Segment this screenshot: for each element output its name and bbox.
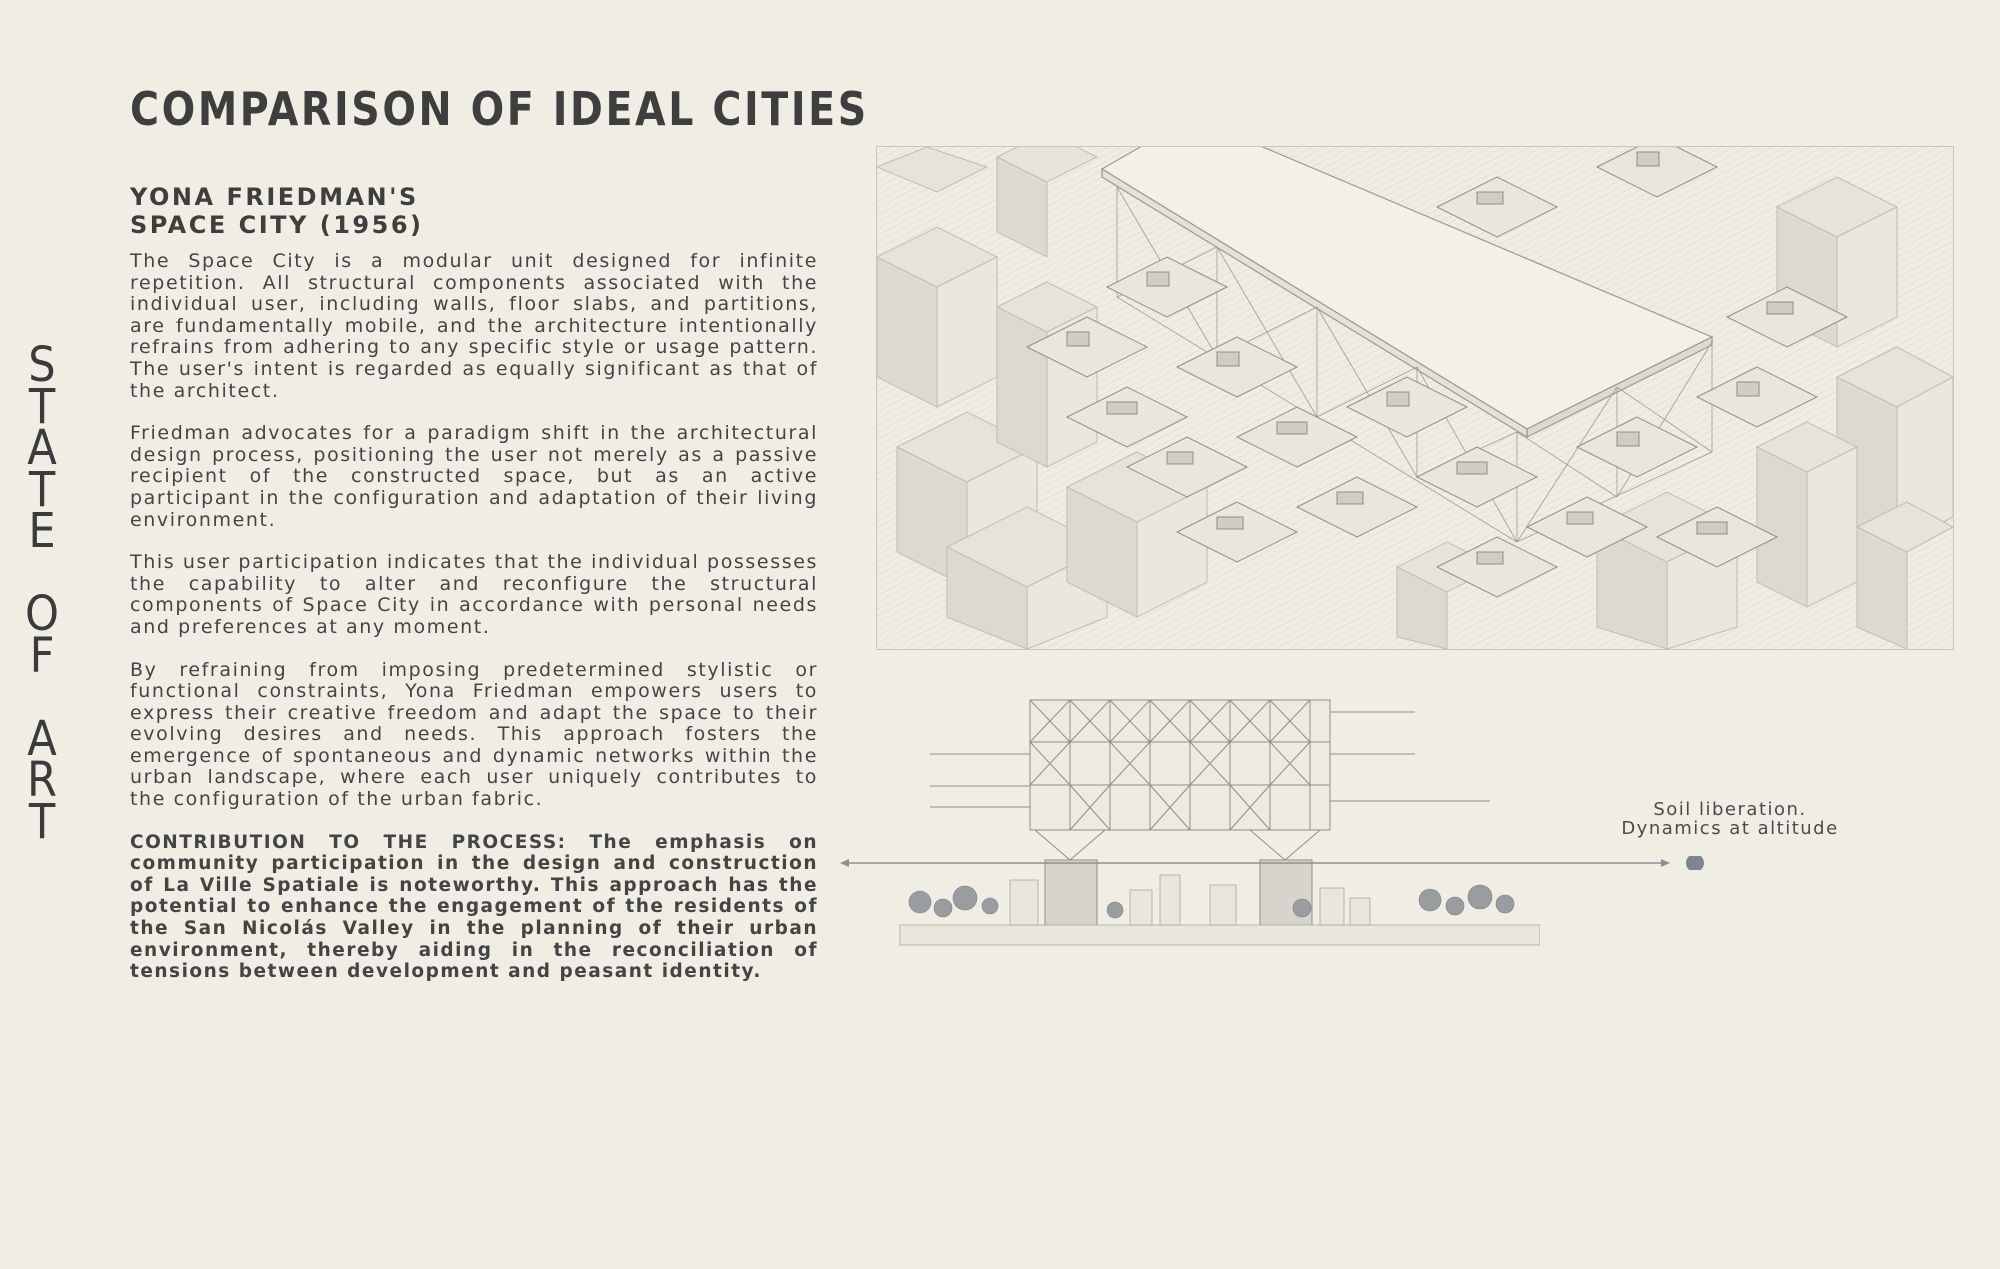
- side-label-letter: A: [27, 420, 57, 476]
- paragraph-1: The Space City is a modular unit designed for infinite repetition. All structural components associated with the individual user, including walls, floor slabs, and partitions, are fundamentally mobile, and the architecture intentionally refrains from adhering to any specific style or usage pattern. The user's intent is regarded as equally significant as that of the architect.: [130, 250, 818, 402]
- contribution-paragraph: CONTRIBUTION TO THE PROCESS: The emphasis on community participation in the design and construction of La Ville Spatiale is noteworthy. This approach has the potential to enhance the engagement of the residents of the San Nicolás Valley in the planning of their urban environment, thereby aiding in the reconciliation of tensions between development and peasant identity.: [130, 831, 818, 983]
- side-label-state-of-art: [24, 337, 60, 850]
- isometric-city-illustration: [877, 147, 1953, 649]
- side-label-letter: S: [28, 337, 56, 393]
- space-city-section-illustration: [840, 690, 1540, 950]
- side-label-letter: T: [28, 378, 56, 435]
- paragraph-2: Friedman advocates for a paradigm shift in the architectural design process, positioning the user not merely as a passive recipient of the constructed space, but as an active participant in the configuration and adaptation of their living environment.: [130, 422, 818, 531]
- side-label-letter: R: [27, 752, 57, 808]
- side-label-letter: E: [28, 503, 56, 559]
- subtitle-line-2: SPACE CITY (1956): [130, 211, 424, 239]
- section-caption: [1598, 800, 1862, 838]
- side-label-letter: A: [27, 710, 57, 767]
- side-label-letter: T: [28, 793, 56, 850]
- section-drawing: [840, 690, 1540, 950]
- side-label-letter: T: [28, 461, 56, 518]
- subtitle-line-1: YONA FRIEDMAN'S: [130, 183, 419, 211]
- marker-dot: [1686, 856, 1704, 870]
- page-title: COMPARISON OF IDEAL CITIES: [130, 82, 869, 136]
- paragraph-4: By refraining from imposing predetermined stylistic or functional constraints, Yona Friedman empowers users to express their creative freedom and adapt the space to their evolving desires and needs. This approach fosters the emergence of spontaneous and dynamic networks within the urban landscape, where each user uniquely contributes to the configuration of the urban fabric.: [130, 658, 818, 811]
- section-subtitle: [130, 183, 424, 239]
- body-text-column: [130, 251, 818, 1004]
- caption-line-1: Soil liberation.: [1653, 799, 1807, 820]
- side-label-letter: F: [29, 627, 55, 684]
- side-label-letter: O: [25, 586, 59, 642]
- isometric-drawing: [876, 146, 1954, 650]
- paragraph-3: This user participation indicates that the individual possesses the capability to alter and reconfigure the structural components of Space City in accordance with personal needs and preferences at any moment.: [130, 551, 818, 638]
- altitude-arrow: [840, 856, 1720, 870]
- caption-line-2: Dynamics at altitude: [1621, 818, 1839, 839]
